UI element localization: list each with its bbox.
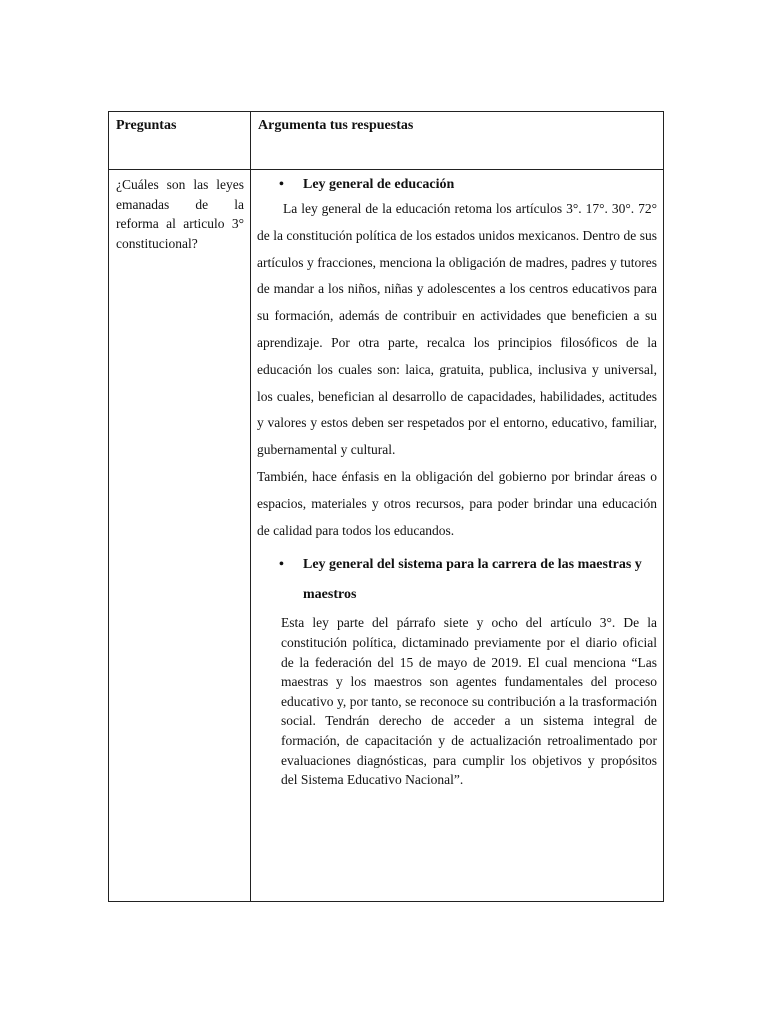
section-1-paragraph-1-text: La ley general de la educación retoma los artículos 3°. 17°. 30°. 72° de la constitución política de los estados unidos mexicanos. Dentro de sus artículos y fracciones, menciona la obligación de madres, padres y tutores de mandar a los niños, niñas y adolescentes a los centros educativos para su formación, además de contribuir en actividades que beneficien a su aprendizaje. Por otra parte, recalca los principios filosóficos de la educación los cuales son: laica, gratuita, publica, inclusiva y universal, los cuales, benefician al desarrollo de capacidades, habilidades, actitudes y valores y estos deben ser respetados por el entorno, educativo, familiar, gubernamental y cultural. (257, 201, 657, 458)
table-header-row (109, 112, 664, 170)
header-questions: Preguntas (109, 112, 251, 170)
table-row (109, 170, 664, 902)
section-1-paragraph-1 (257, 196, 657, 464)
header-answers: Argumenta tus respuestas (251, 112, 664, 170)
section-1-title-text: Ley general de educación (303, 177, 455, 192)
answer-cell (251, 170, 664, 902)
section-1-paragraph-2: También, hace énfasis en la obligación del gobierno por brindar áreas o espacios, materiales y otros recursos, para poder brindar una educación de calidad para todos los educandos. (257, 468, 657, 538)
section-2-title (257, 550, 657, 610)
questions-answers-table (108, 111, 664, 902)
bullet-icon: • (279, 177, 284, 192)
section-1-title (257, 173, 657, 196)
section-2-paragraph: Esta ley parte del párrafo siete y ocho del artículo 3°. De la constitución política, dictaminado previamente por el diario oficial de la federación del 15 de mayo de 2019. El cual menciona “Las maestras y los maestros son agentes fundamentales del proceso educativo y, por tanto, se reconoce su contribución a la trasformación social. Tendrán derecho de acceder a un sistema integral de formación, de capacitación y de actualización retroalimentado por evaluaciones diagnósticas, para cumplir los objetivos y propósitos del Sistema Educativo Nacional”. (281, 615, 657, 788)
question-cell: ¿Cuáles son las leyes emanadas de la reforma al articulo 3° constitucional? (109, 170, 251, 902)
bullet-icon: • (279, 557, 284, 573)
section-2-title-text: Ley general del sistema para la carrera de las maestras y maestros (303, 557, 642, 603)
